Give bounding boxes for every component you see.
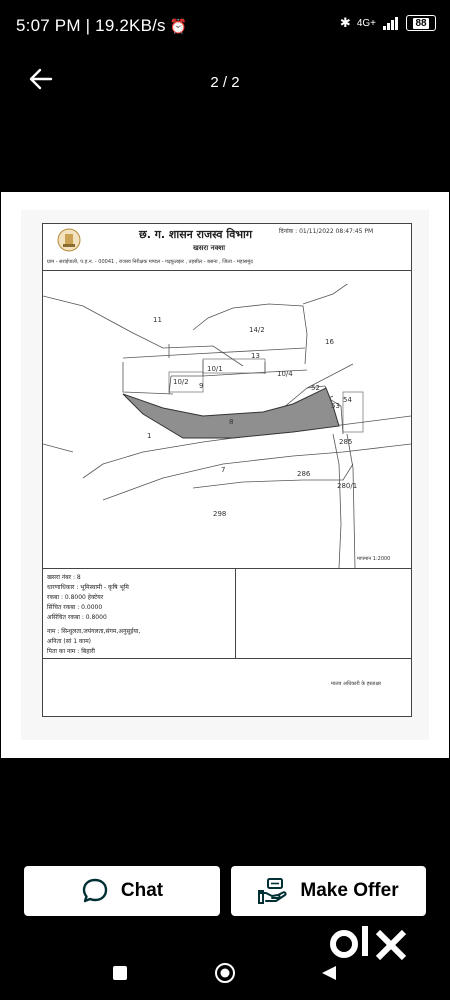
khasra-map-sheet — [42, 223, 412, 717]
details-box — [43, 568, 411, 659]
network-label: 4G+ — [356, 17, 376, 29]
signature-box — [43, 658, 411, 717]
details-divider — [235, 569, 236, 659]
detail-line: खसरा नंबर : 8 — [47, 574, 81, 581]
make-offer-button[interactable] — [231, 866, 426, 916]
detail-line: धारणाधिकार : भूमिस्वामी - कृषि भूमि — [47, 584, 129, 591]
plot-label: 286 — [297, 470, 311, 478]
recents-nav-button[interactable] — [113, 966, 127, 980]
plot-8-highlight — [123, 388, 339, 438]
header-divider — [43, 270, 411, 271]
signal-icon — [382, 16, 400, 30]
detail-line: अनिता (सां 1 काम) — [47, 638, 92, 645]
plot-label: 10/4 — [277, 370, 293, 378]
plot-label: 9 — [199, 382, 204, 390]
details-text — [47, 573, 140, 657]
detail-line: असिंचित रकबा : 0.8000 — [47, 614, 107, 621]
plot-label: 8 — [229, 418, 234, 426]
status-icons — [340, 15, 436, 31]
signature-text: मालव अधिकारी के हस्ताक्षर — [331, 681, 382, 687]
detail-line: पिता का नाम : बिहारी — [47, 648, 95, 655]
battery-icon — [406, 15, 436, 31]
plot-label: 54 — [343, 396, 352, 404]
status-time-text: 5:07 PM | 19.2KB/s — [16, 16, 166, 35]
bluetooth-icon: ✱ — [339, 15, 351, 30]
plot-label: 298 — [213, 510, 227, 518]
chat-button[interactable] — [24, 866, 220, 916]
viewer-header — [0, 56, 450, 106]
plot-label: 11 — [153, 316, 162, 324]
chat-button-label: Chat — [120, 880, 164, 901]
plot-label: 14/2 — [249, 326, 265, 334]
plot-label: 13 — [251, 352, 260, 360]
document-date: दिनांक : 01/11/2022 08:47:45 PM — [279, 228, 374, 235]
detail-line: रकबा : 0.8000 हेक्टेयर — [47, 594, 104, 601]
plot-label: 285 — [339, 438, 353, 446]
back-nav-button[interactable] — [320, 964, 338, 982]
land-map — [43, 284, 411, 568]
detail-line: सिंचित रकबा : 0.0000 — [47, 604, 103, 611]
document-image[interactable] — [1, 192, 449, 758]
plot-label: 53 — [331, 402, 340, 410]
department-title: छ. ग. शासन राजस्व विभाग — [139, 228, 253, 241]
plot-label: 10/1 — [207, 365, 223, 373]
action-buttons — [0, 866, 450, 918]
page-counter: 2 / 2 — [210, 74, 240, 91]
plot-label: 52 — [311, 384, 320, 392]
home-nav-button[interactable] — [214, 962, 236, 984]
plot-label: 7 — [221, 466, 226, 474]
status-time — [16, 16, 187, 36]
chat-bubble-icon — [81, 877, 109, 905]
plot-label: 280/1 — [337, 482, 358, 490]
map-scale: मापमान 1:2000 — [357, 556, 391, 562]
plot-label: 16 — [325, 338, 334, 346]
location-line: ग्राम - सराईपाली, प.ह.न. - 00041 , राजस्व निरीक्षक मण्डल - गढ़फुलझर , तहसील - बसना , जिला - महासमुंद — [47, 259, 253, 265]
battery-level: 88 — [415, 17, 427, 29]
plot-label: 10/2 — [173, 378, 189, 386]
document-page — [21, 210, 429, 740]
system-navigation-bar — [0, 955, 450, 995]
detail-line: नाम : सिन्धुलता,जयंगलता,संगम,अनुसूईया, — [47, 628, 141, 635]
plot-label: 1 — [147, 432, 152, 440]
offer-hand-icon — [258, 877, 288, 905]
status-bar — [0, 0, 450, 52]
alarm-icon: ⏰ — [169, 17, 188, 34]
make-offer-button-label: Make Offer — [300, 880, 399, 901]
government-emblem — [57, 228, 81, 252]
document-subtitle: खसरा नक्शा — [193, 244, 226, 252]
